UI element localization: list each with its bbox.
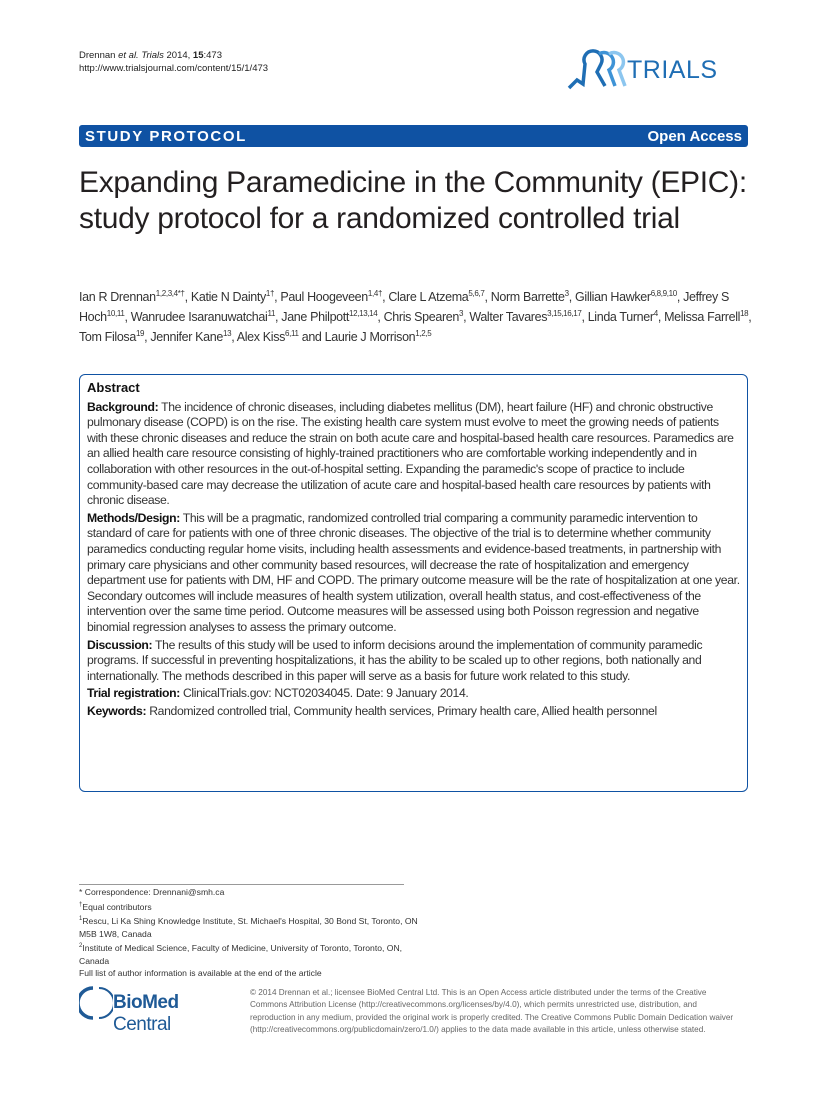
citation-header (79, 49, 268, 75)
author-affiliation: 18 (740, 308, 749, 318)
author-affiliation: 1,2,5 (415, 328, 432, 338)
author-affiliation: 3 (564, 288, 569, 298)
author (588, 310, 664, 324)
author (575, 290, 683, 304)
section-text: This will be a pragmatic, randomized controlled trial comparing a community paramedic intervention to standard of care for patients with one of three chronic diseases. The objective of the trial is to determine whether community paramedics conducting regular home visits, including health assessments and evidence-based treatments, in partnership with primary care physicians and other community based resources, will decrease the rate of hospitalization and emergency department use for patients with DM, HF and COPD. The primary outcome measure will be the rate of hospitalization at one year. Secondary outcomes will include measures of health system utilization, overall health status, and cost-effectiveness of the intervention over the same time period. Outcome measures will be assessed using both Poisson regression and negative binomial regression analyses to assess the primary outcome. (87, 510, 740, 634)
author-separator: , (184, 290, 191, 304)
author-separator: , (231, 330, 237, 344)
section-text: ClinicalTrials.gov: NCT02034045. Date: 9 January 2014. (179, 686, 469, 701)
citation-volume: 15 (192, 50, 204, 61)
author-name: Linda Turner (587, 310, 654, 324)
article-type-band (79, 125, 748, 147)
open-access-label: Open Access (647, 128, 742, 145)
author (384, 310, 470, 324)
author-affiliation: 6,8,9,10 (650, 288, 677, 298)
trials-logo (565, 44, 718, 94)
section-label: Background: (87, 399, 159, 414)
correspondence: * Correspondence: Drennani@smh.ca (79, 887, 225, 897)
author-separator: , (382, 290, 389, 304)
author (491, 290, 575, 304)
author-separator: , (275, 310, 282, 324)
equal-contributors (79, 899, 419, 913)
citation-etal: et al. (118, 50, 139, 61)
author-name: Paul Hoogeveen (280, 290, 368, 304)
author (281, 310, 383, 324)
author-separator: , (484, 290, 491, 304)
section-label: Methods/Design: (87, 510, 180, 525)
biomed-central-logo-icon (79, 985, 113, 1020)
abstract-section (87, 638, 740, 685)
author-list (79, 287, 759, 347)
author-name: Wanrudee Isaranuwatchai (130, 310, 268, 324)
author-affiliation: 6,11 (285, 328, 299, 338)
author-affiliation: 11 (267, 308, 276, 318)
author (79, 290, 191, 304)
affiliation-2 (79, 940, 419, 967)
author (79, 330, 150, 344)
section-text: The incidence of chronic diseases, including diabetes mellitus (DM), heart failure (HF) and chronic obstructive pulmonary disease (COPD) is on the rise. The existing health care system must evolve to meet the growing needs of patients with these chronic diseases and reduce the strain on both acute care and hospital-based health care resources. Paramedics are an allied health care resource consisting of highly-trained practitioners who are comfortable working independently and in collaboration with other resources in the out-of-hospital setting. Expanding the paramedic's scope of practice to include community-based care may decrease the utilization of acute care and hospital-based health care resources by patients with chronic disease. (87, 399, 734, 508)
author-affiliation: 4 (653, 308, 658, 318)
footnote-text: Institute of Medical Science, Faculty of Medicine, University of Toronto, Toronto, ON, Canada (79, 942, 403, 966)
section-text: The results of this study will be used to inform decisions around the implementation of community paramedic programs. If successful in preventing hospitalizations, it has the ability to be scaled up to other regions, both nationally and internationally. The methods described in this paper will serve as a basis for future work related to this study. (87, 637, 703, 683)
citation-year: 2014, (163, 50, 193, 61)
license-statement: © 2014 Drennan et al.; licensee BioMed Central Ltd. This is an Open Access article distributed under the terms of the Creative Commons Attribution License (http://creativecommons.org/licenses/by/4.0), which permits unrestricted use, distribution, and reproduction in any medium, provided the original work is properly credited. The Creative Commons Public Domain Dedication waiver (http://creativecommons.org/publicdomain/zero/1.0/) applies to the data made available in this article, unless otherwise stated. (250, 988, 734, 1035)
footnote-divider (79, 884, 404, 885)
footnote-mark: 2 (79, 943, 83, 950)
section-label: Trial registration: (87, 686, 180, 701)
citation-author: Drennan (79, 50, 119, 61)
abstract-section (87, 704, 740, 720)
article-url[interactable]: http://www.trialsjournal.com/content/15/1/473 (79, 63, 269, 74)
author-name: Chris Spearen (383, 310, 459, 324)
author-separator: , (377, 310, 384, 324)
abstract-section (87, 400, 740, 509)
footnotes (79, 886, 419, 980)
author-separator: , (568, 290, 576, 304)
author-separator: , (748, 310, 752, 324)
author-name: Norm Barrette (490, 290, 565, 304)
trials-logo-icon (565, 44, 627, 94)
logo-light-text: Central (113, 1014, 171, 1035)
footnote-mark: † (79, 901, 83, 908)
journal-name: TRIALS (627, 56, 718, 84)
author-separator: , (144, 330, 151, 344)
section-label: Keywords: (87, 703, 147, 718)
biomed-central-logo (79, 985, 239, 1035)
author-affiliation: 1,4† (367, 288, 383, 298)
author-separator: , (657, 310, 665, 324)
full-author-info-note: Full list of author information is available at the end of the article (79, 968, 322, 979)
author-affiliation: 3 (458, 308, 464, 318)
author-name: Ian R Drennan (79, 290, 156, 304)
author-name: Clare L Atzema (388, 290, 469, 304)
author (280, 290, 388, 304)
author-name: Jane Philpott (281, 310, 350, 324)
author-affiliation: 3,15,16,17 (547, 308, 582, 318)
abstract-box (79, 374, 748, 792)
abstract-heading: Abstract (87, 380, 140, 395)
author (325, 330, 432, 344)
author-affiliation: 12,13,14 (349, 308, 378, 318)
article-type: STUDY PROTOCOL (85, 128, 247, 145)
author-separator: , (676, 290, 684, 304)
article-title: Expanding Paramedicine in the Community (EPIC): study protocol for a randomized controlled trial (79, 166, 747, 235)
author-separator: , (274, 290, 281, 304)
section-text: Randomized controlled trial, Community health services, Primary health care, Allied health personnel (146, 703, 657, 718)
author-name: Walter Tavares (469, 310, 548, 324)
author-separator: , (124, 310, 131, 324)
author-name: Jennifer Kane (150, 330, 223, 344)
author-separator: , (581, 310, 588, 324)
footnote-mark: 1 (79, 916, 83, 923)
author-affiliation: 5,6,7 (468, 288, 485, 298)
author (237, 330, 325, 344)
author (664, 310, 751, 324)
author-name: Alex Kiss (236, 330, 286, 344)
author-affiliation: 1† (265, 288, 275, 298)
logo-bold-text: BioMed (113, 992, 179, 1013)
author (388, 290, 490, 304)
author (191, 290, 280, 304)
citation-journal: Trials (138, 50, 164, 61)
abstract-section (87, 686, 740, 702)
author-affiliation: 10,11 (106, 308, 125, 318)
author (469, 310, 587, 324)
footnote-text: Equal contributors (82, 901, 152, 912)
author-name: Laurie J Morrison (324, 330, 416, 344)
abstract-section (87, 511, 740, 636)
author-name: Gillian Hawker (575, 290, 651, 304)
author-name: Jeffrey S Hoch (79, 290, 730, 324)
section-label: Discussion: (87, 637, 153, 652)
author (150, 330, 236, 344)
author-name: Tom Filosa (79, 330, 136, 344)
affiliation-1 (79, 913, 419, 940)
author (131, 310, 282, 324)
author-separator: , (463, 310, 470, 324)
author-affiliation: 19 (135, 328, 145, 338)
author-separator: and (298, 330, 325, 344)
citation-page: :473 (203, 50, 222, 61)
author-name: Melissa Farrell (664, 310, 741, 324)
author-affiliation: 13 (222, 328, 232, 338)
author-affiliation: 1,2,3,4*† (155, 288, 185, 298)
footnote-text: Rescu, Li Ka Shing Knowledge Institute, St. Michael's Hospital, 30 Bond St, Toronto, ON M5B 1W8, Canada (79, 915, 418, 939)
author-name: Katie N Dainty (190, 290, 266, 304)
